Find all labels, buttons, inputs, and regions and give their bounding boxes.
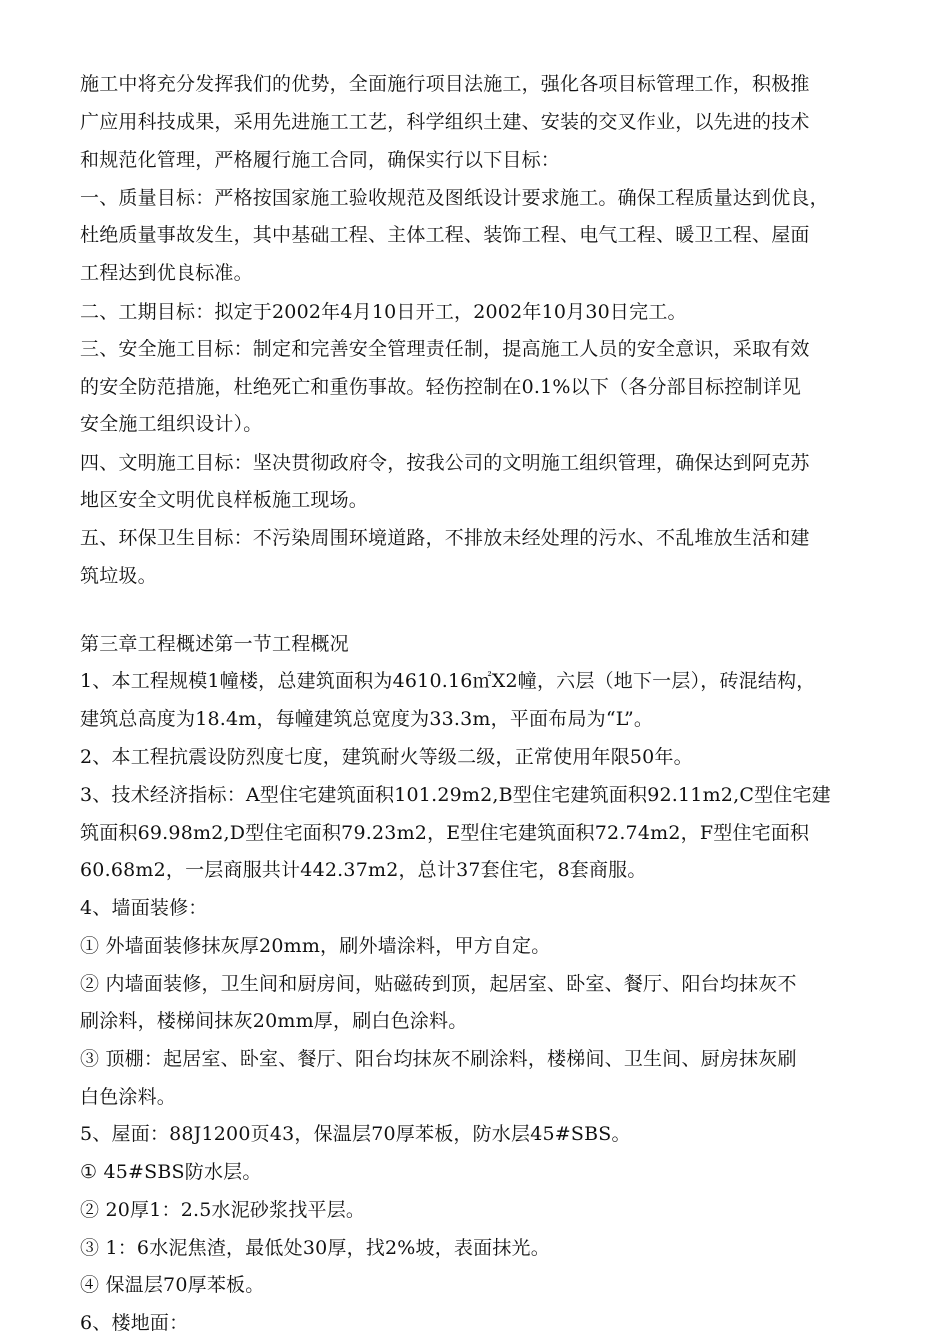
list-item: ④ 保温层70厚苯板。 (80, 1274, 265, 1296)
text-line: 3、技术经济指标：A型住宅建筑面积101.29m2,B型住宅建筑面积92.11m2,C型住宅建 (80, 784, 831, 806)
text-line: 白色涂料。 (80, 1086, 177, 1108)
text-line: 4、墙面装修： (80, 897, 208, 919)
list-item: ② 20厚1：2.5水泥砂浆找平层。 (80, 1199, 366, 1221)
text-line: 安全施工组织设计）。 (80, 413, 263, 435)
text-line: 一、质量目标：严格按国家施工验收规范及图纸设计要求施工。确保工程质量达到优良， (80, 187, 829, 209)
text-line: 工程达到优良标准。 (80, 262, 253, 284)
text-line: 四、文明施工目标：坚决贯彻政府令，按我公司的文明施工组织管理，确保达到阿克苏 (80, 452, 810, 474)
text-line: 五、环保卫生目标：不污染周围环境道路，不排放未经处理的污水、不乱堆放生活和建 (80, 527, 810, 549)
text-line: 1、本工程规模1幢楼，总建筑面积为4610.16㎡X2幢，六层（地下一层），砖混结构， (80, 670, 816, 692)
section-heading: 第三章工程概述第一节工程概况 (80, 633, 349, 655)
list-item: ③ 1：6水泥焦渣，最低处30厚，找2%坡，表面抹光。 (80, 1237, 550, 1259)
text-line: 二、工期目标：拟定于2002年4月10日开工，2002年10月30日完工。 (80, 301, 687, 323)
text-line: 6、楼地面： (80, 1312, 189, 1334)
text-line: 施工中将充分发挥我们的优势，全面施行项目法施工，强化各项目标管理工作，积极推 (80, 73, 810, 95)
text-line: 广应用科技成果，采用先进施工工艺，科学组织土建、安装的交叉作业，以先进的技术 (80, 111, 810, 133)
text-line: 筑垃圾。 (80, 565, 157, 587)
text-line: 5、屋面：88J1200页43，保温层70厚苯板，防水层45#SBS。 (80, 1123, 631, 1145)
text-line: 60.68m2，一层商服共计442.37m2，总计37套住宅，8套商服。 (80, 859, 647, 881)
text-line: 的安全防范措施，杜绝死亡和重伤事故。轻伤控制在0.1%以下（各分部目标控制详见 (80, 376, 802, 398)
list-item: ③ 顶棚：起居室、卧室、餐厅、阳台均抹灰不刷涂料，楼梯间、卫生间、厨房抹灰刷 (80, 1048, 797, 1070)
text-line: 三、安全施工目标：制定和完善安全管理责任制，提高施工人员的安全意识，采取有效 (80, 338, 810, 360)
list-item: ① 外墙面装修抹灰厚20mm，刷外墙涂料，甲方自定。 (80, 935, 551, 957)
text-line: 地区安全文明优良样板施工现场。 (80, 489, 369, 511)
text-line: 2、本工程抗震设防烈度七度，建筑耐火等级二级，正常使用年限50年。 (80, 746, 693, 768)
list-item: ② 内墙面装修，卫生间和厨房间，贴磁砖到顶，起居室、卧室、餐厅、阳台均抹灰不 (80, 973, 797, 995)
text-line: 建筑总高度为18.4m，每幢建筑总宽度为33.3m，平面布局为“L”。 (80, 708, 654, 730)
text-line: 和规范化管理，严格履行施工合同，确保实行以下目标： (80, 149, 561, 171)
list-item: ① 45#SBS防水层。 (80, 1161, 262, 1183)
text-line: 筑面积69.98m2,D型住宅面积79.23m2，E型住宅建筑面积72.74m2，F型住宅面积 (80, 822, 810, 844)
text-line: 刷涂料，楼梯间抹灰20mm厚，刷白色涂料。 (80, 1010, 468, 1032)
text-line: 杜绝质量事故发生，其中基础工程、主体工程、装饰工程、电气工程、暖卫工程、屋面 (80, 224, 810, 246)
